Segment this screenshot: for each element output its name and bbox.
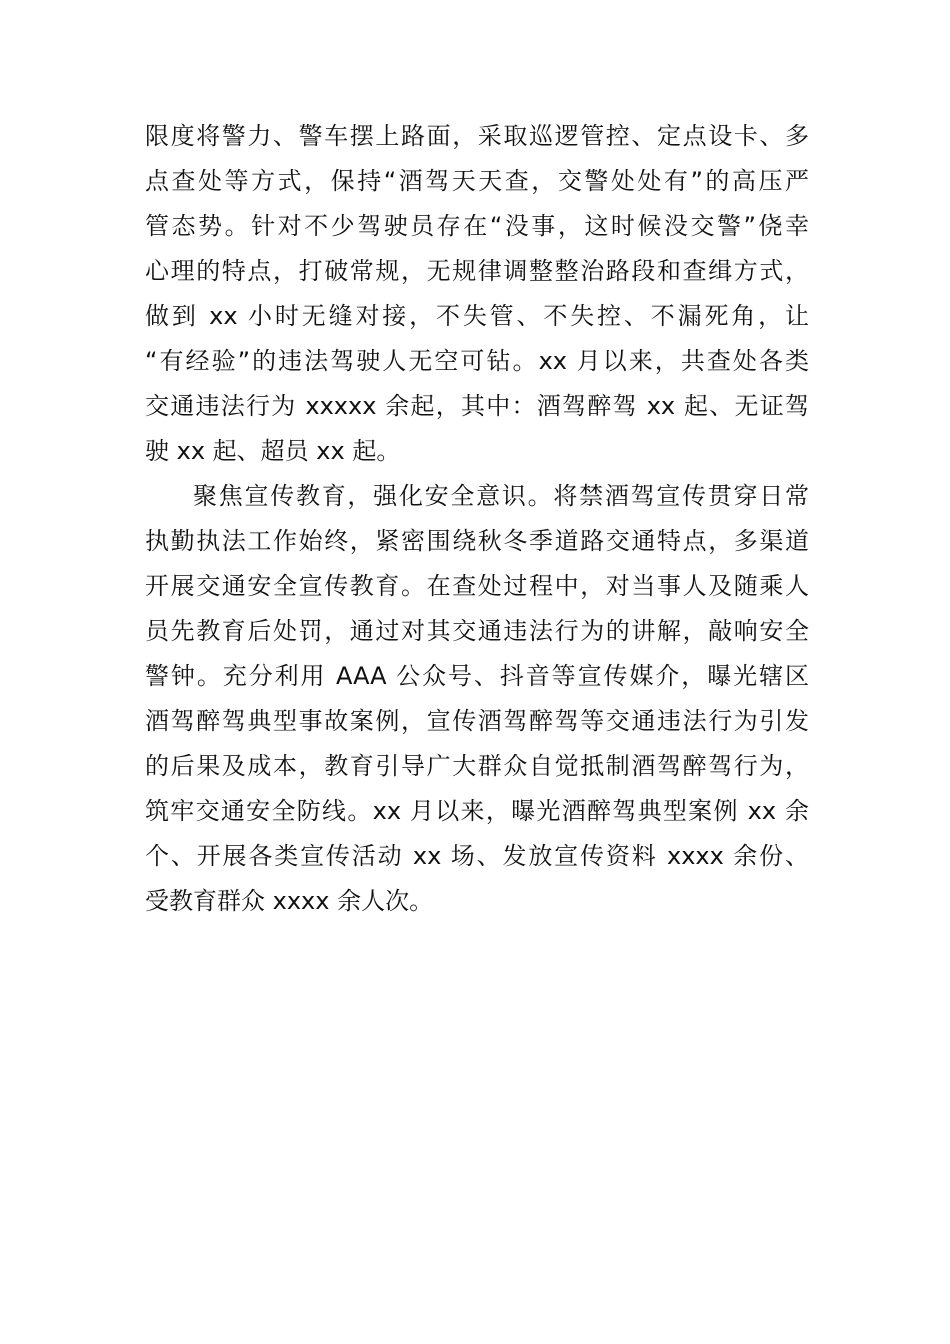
text-line-first: 聚焦宣传教育，强化安全意识。将禁酒驾宣传贯穿日常 [193, 482, 809, 510]
text-line: 警钟。充分利用 AAA 公众号、抖音等宣传媒介，曝光辖区 [145, 662, 809, 690]
text-line: 酒驾醉驾典型事故案例，宣传酒驾醉驾等交通违法行为引发 [145, 707, 809, 735]
text-line: “有经验”的违法驾驶人无空可钻。xx 月以来，共查处各类 [145, 347, 809, 375]
text-line: 开展交通安全宣传教育。在查处过程中，对当事人及随乘人 [145, 572, 809, 600]
text-line: 交通违法行为 xxxxx 余起，其中：酒驾醉驾 xx 起、无证驾 [145, 392, 809, 420]
text-line: 员先教育后处罚，通过对其交通违法行为的讲解，敲响安全 [145, 617, 809, 645]
text-line: 的后果及成本，教育引导广大群众自觉抵制酒驾醉驾行为， [145, 752, 809, 780]
text-line: 心理的特点，打破常规，无规律调整整治路段和查缉方式， [145, 257, 809, 285]
text-line: 个、开展各类宣传活动 xx 场、发放宣传资料 xxxx 余份、 [145, 842, 809, 870]
document-body [145, 114, 809, 924]
text-line-last: 驶 xx 起、超员 xx 起。 [145, 437, 401, 465]
paragraph-enforcement [145, 114, 809, 474]
text-line: 点查处等方式，保持“酒驾天天查，交警处处有”的高压严 [145, 167, 809, 195]
text-line-last: 受教育群众 xxxx 余人次。 [145, 887, 434, 915]
text-line: 限度将警力、警车摆上路面，采取巡逻管控、定点设卡、多 [145, 122, 809, 150]
text-line: 筑牢交通安全防线。xx 月以来，曝光酒醉驾典型案例 xx 余 [145, 797, 809, 825]
text-line: 执勤执法工作始终，紧密围绕秋冬季道路交通特点，多渠道 [145, 527, 809, 555]
paragraph-publicity [145, 474, 809, 924]
text-line: 管态势。针对不少驾驶员存在“没事，这时候没交警”侥幸 [145, 212, 809, 240]
text-line: 做到 xx 小时无缝对接，不失管、不失控、不漏死角，让 [145, 302, 809, 330]
